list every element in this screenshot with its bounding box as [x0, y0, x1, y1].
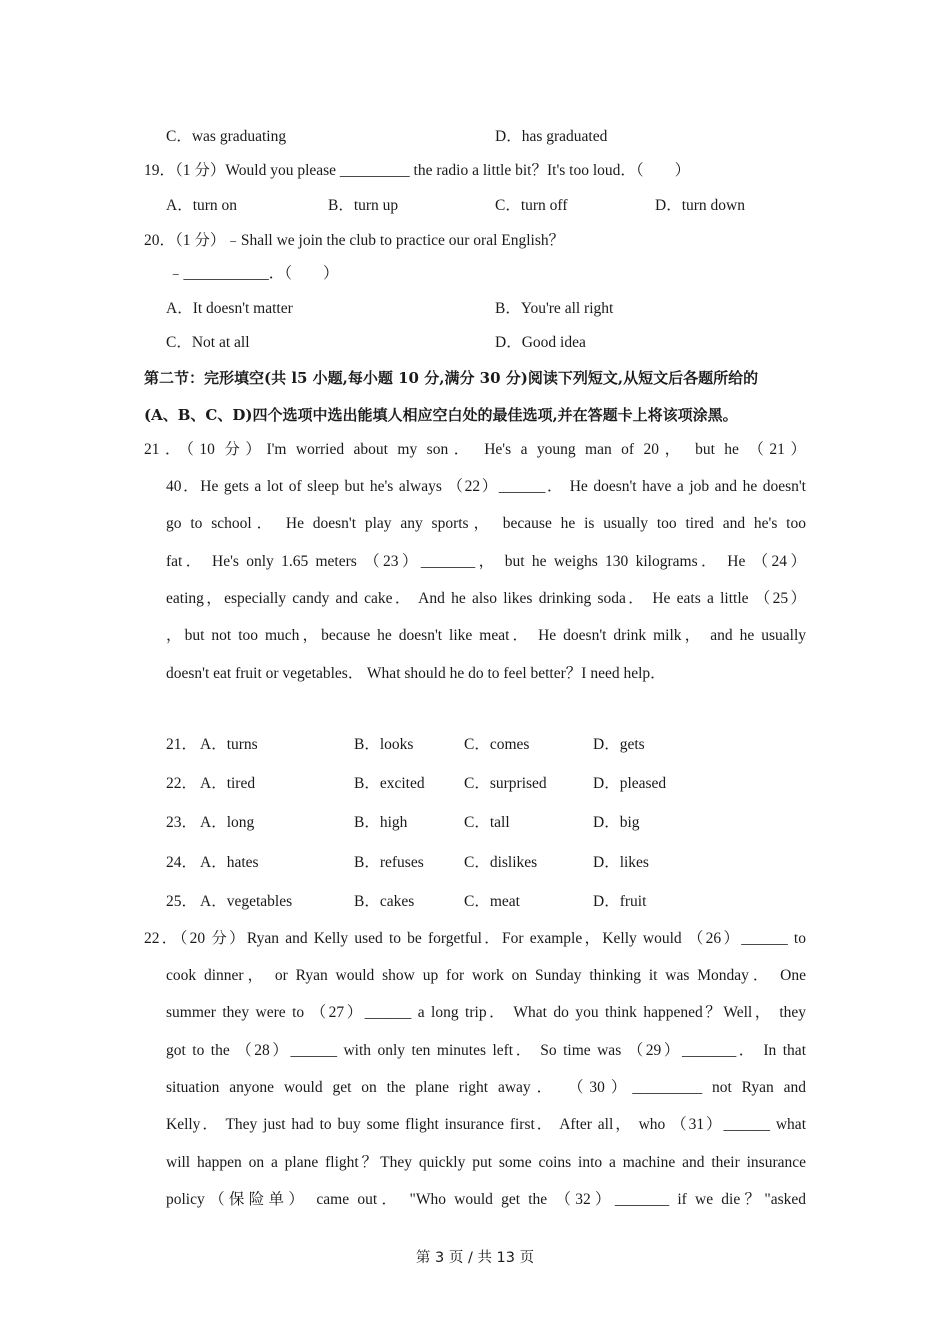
q22-passage-line: summer they were to （27）______ a long trip． What do you think happened？Well， they [166, 1004, 806, 1021]
q20-stem: 20．（1 分）﹣Shall we join the club to practice our oral English？ [144, 232, 565, 249]
option-b: B．cakes [354, 893, 415, 910]
q19-option-d: D．turn down [655, 197, 745, 214]
option-number: 21． [166, 736, 198, 753]
q20-option-b: B．You're all right [495, 300, 614, 317]
section2-heading-line1: 第二节：完形填空(共 l5 小题,每小题 10 分,满分 30 分)阅读下列短文,从短文后各题所给的 [144, 369, 759, 387]
option-number: 25． [166, 893, 198, 910]
option-b: B．looks [354, 736, 414, 753]
q22-passage-line: will happen on a plane flight？They quickly put some coins into a machine and their insurance [166, 1154, 806, 1171]
option-b: B．high [354, 814, 408, 831]
q22-passage-line: Kelly． They just had to buy some flight insurance first． After all， who （31）______ what [166, 1116, 806, 1133]
option-d: D．pleased [593, 775, 667, 792]
section2-heading-line2: (A、B、C、D)四个选项中选出能填人相应空白处的最佳选项,并在答题卡上将该项涂黑。 [144, 406, 738, 424]
option-d: D．big [593, 814, 640, 831]
page-number-footer: 第 3 页 / 共 13 页 [415, 1250, 535, 1266]
q22-passage-line: 22．（20 分）Ryan and Kelly used to be forgetful．For example，Kelly would （26）______ to [144, 930, 806, 947]
q20-option-d: D．Good idea [495, 334, 586, 351]
q21-passage-line: 40．He gets a lot of sleep but he's always （22）______． He doesn't have a job and he doesn't [166, 478, 806, 495]
q21-passage-line: go to school． He doesn't play any sports， because he is usually too tired and he's too [166, 515, 806, 532]
q21-passage-line: doesn't eat fruit or vegetables． What should he do to feel better？I need help． [166, 665, 666, 682]
q22-passage-line: policy（保险单） came out． "Who would get the （32）_______ if we die？"asked [166, 1191, 806, 1208]
option-c: C．comes [464, 736, 530, 753]
option-b: B．refuses [354, 854, 424, 871]
option-a: A．turns [200, 736, 258, 753]
q20-option-a: A．It doesn't matter [166, 300, 293, 317]
option-number: 24． [166, 854, 198, 871]
q22-passage-line: got to the （28）______ with only ten minutes left． So time was （29）_______． In that [166, 1042, 806, 1059]
q18-option-d: D．has graduated [495, 128, 608, 145]
q20-option-c: C．Not at all [166, 334, 250, 351]
option-d: D．likes [593, 854, 649, 871]
q19-option-c: C．turn off [495, 197, 568, 214]
option-number: 22． [166, 775, 198, 792]
option-d: D．gets [593, 736, 645, 753]
option-c: C．dislikes [464, 854, 538, 871]
option-d: D．fruit [593, 893, 647, 910]
q19-option-a: A．turn on [166, 197, 238, 214]
option-b: B．excited [354, 775, 425, 792]
q22-passage-line: situation anyone would get on the plane right away． （30）_________ not Ryan and [166, 1079, 806, 1096]
option-c: C．tall [464, 814, 510, 831]
option-a: A．tired [200, 775, 256, 792]
q20-stem-answer-line: ﹣___________．（ ） [168, 265, 339, 282]
q22-passage-line: cook dinner， or Ryan would show up for work on Sunday thinking it was Monday． One [166, 967, 806, 984]
q19-stem: 19．（1 分）Would you please _________ the radio a little bit？It's too loud．（ ） [144, 162, 691, 179]
option-number: 23． [166, 814, 198, 831]
q21-passage-line: 21．（10 分）I'm worried about my son． He's a young man of 20， but he （21） [144, 441, 806, 458]
option-a: A．long [200, 814, 255, 831]
option-c: C．surprised [464, 775, 547, 792]
q21-passage-line: eating，especially candy and cake． And he also likes drinking soda． He eats a little （25） [166, 590, 806, 607]
q19-option-b: B．turn up [328, 197, 399, 214]
q21-passage-line: fat． He's only 1.65 meters （23）_______， but he weighs 130 kilograms． He （24） [166, 553, 806, 570]
q21-passage-line: ，but not too much，because he doesn't like meat． He doesn't drink milk， and he usually [166, 627, 806, 644]
option-a: A．hates [200, 854, 259, 871]
option-c: C．meat [464, 893, 520, 910]
q18-option-c: C．was graduating [166, 128, 287, 145]
option-a: A．vegetables [200, 893, 293, 910]
